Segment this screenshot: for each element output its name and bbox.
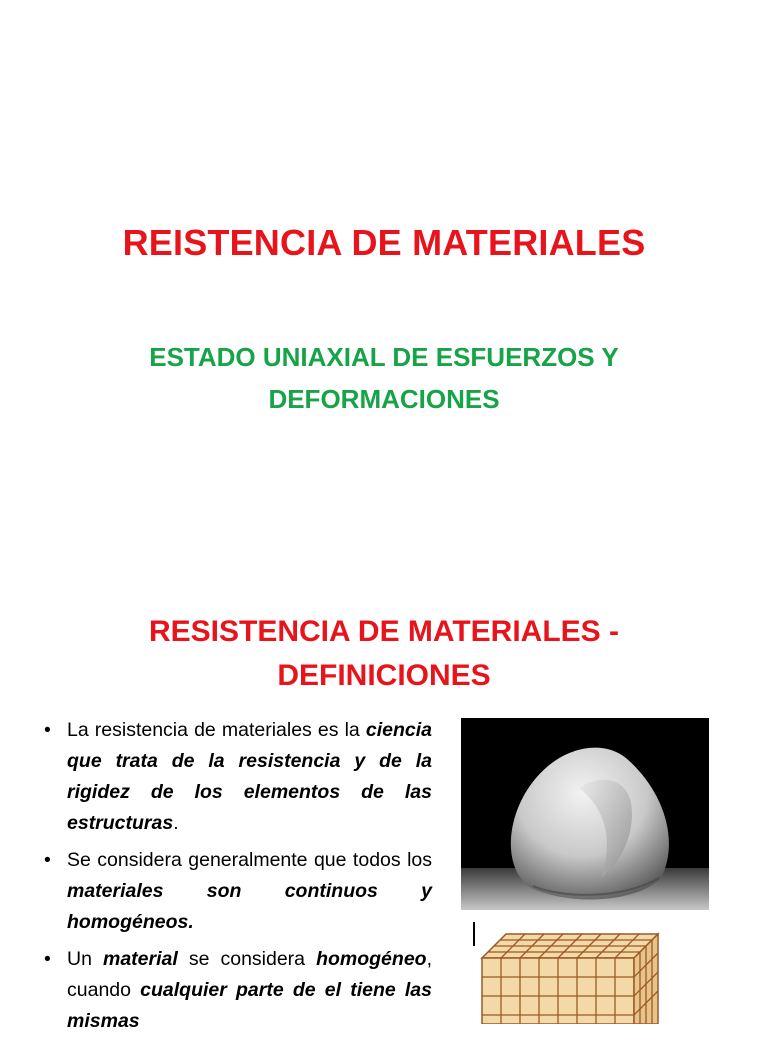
section-title-line-1: RESISTENCIA DE MATERIALES - [148,615,620,648]
definition-bullet [44,715,432,839]
emphasis-text: materiales son continuos y homogéneos. [67,880,432,933]
bullet-marker: • [44,849,51,871]
emphasis-text: homogéneo [316,948,427,970]
emphasis-text: material [102,948,178,970]
bullet-marker: • [44,719,51,741]
bullet-marker: • [44,948,51,970]
slide-title: REISTENCIA DE MATERIALES [122,222,646,263]
subtitle-line-2: DEFORMACIONES [268,384,500,414]
slide-subtitle [84,336,684,420]
cube-grid-diagram [468,920,668,1024]
definition-bullet [44,845,432,938]
solid-shape-photo [461,718,709,910]
section-title [84,610,684,698]
section-title-line-2: DEFINICIONES [277,659,491,692]
emphasis-text: cualquier parte de el tiene las mismas [67,979,432,1032]
emphasis-text: ciencia que trata de la resistencia y de la rigidez de los elementos de las estructuras [67,719,432,834]
body-text: Un [67,948,103,970]
body-text: Se considera generalmente que todos los [67,849,432,871]
body-text: , cuando [67,948,432,1001]
definitions-list [44,715,432,1043]
subtitle-line-1: ESTADO UNIAXIAL DE ESFUERZOS Y [149,342,619,372]
body-text: se considera [177,948,317,970]
body-text: La resistencia de materiales es la [67,719,366,741]
definition-bullet [44,944,432,1037]
body-text: . [173,812,179,834]
